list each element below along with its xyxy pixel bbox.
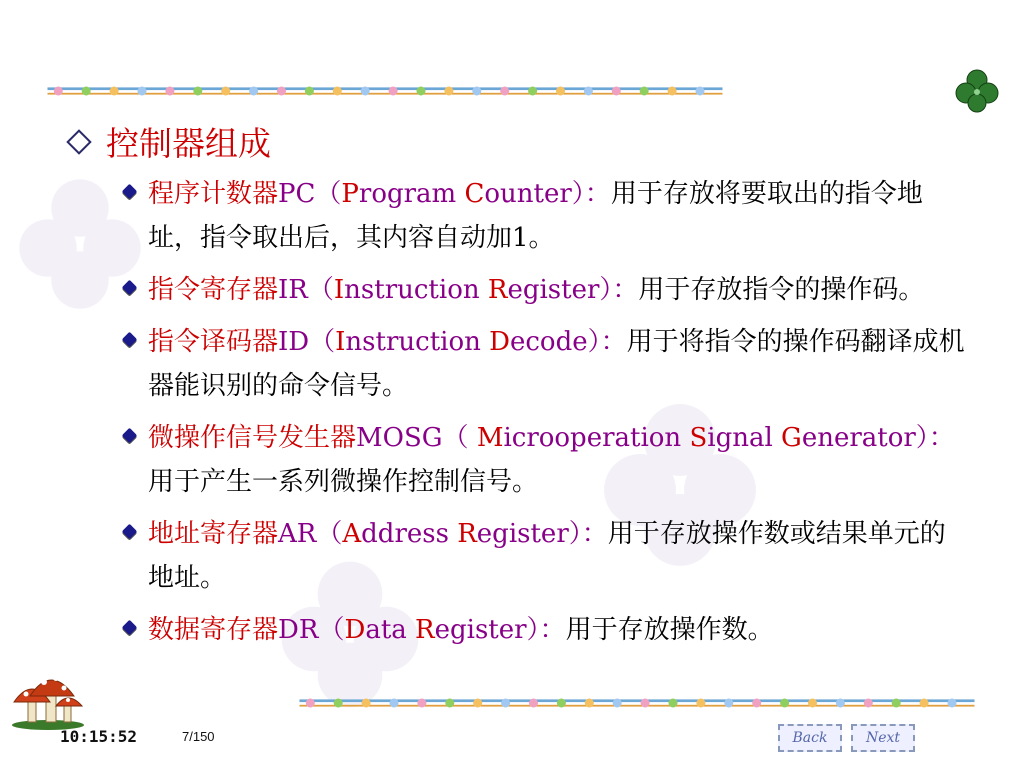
description-fragment: 用于存放将要取出的指令地址，指令取出后，其内容自动加1。 xyxy=(148,179,923,253)
border-ornament xyxy=(920,699,929,708)
description-fragment: R xyxy=(415,615,435,645)
description-fragment: enerator）： xyxy=(801,423,955,453)
border-ornament xyxy=(445,699,454,708)
border-ornament xyxy=(529,699,538,708)
register-name: 数据寄存器 xyxy=(148,615,279,645)
border-ornament xyxy=(473,699,482,708)
register-description xyxy=(148,327,965,401)
description-fragment: 用于存放操作数或结果单元的地址。 xyxy=(148,519,946,593)
description-fragment: D xyxy=(489,327,510,357)
register-item xyxy=(118,416,968,504)
description-fragment: ounter）： xyxy=(484,179,611,209)
register-list xyxy=(118,172,968,660)
border-ornament xyxy=(696,87,705,96)
border-ornament xyxy=(417,87,426,96)
border-ornament xyxy=(556,87,565,96)
register-description xyxy=(148,519,946,593)
description-fragment: 用于产生一系列微操作控制信号。 xyxy=(148,467,539,497)
register-description xyxy=(148,275,924,305)
description-fragment: icrooperation xyxy=(503,423,690,453)
border-ornament xyxy=(54,87,63,96)
register-name: 程序计数器 xyxy=(148,179,279,209)
heading-text: 控制器组成 xyxy=(106,124,271,163)
border-ornament xyxy=(864,699,873,708)
description-fragment: rogram xyxy=(358,179,465,209)
diamond-bullet-icon xyxy=(122,428,138,444)
border-ornament xyxy=(249,87,258,96)
border-ornament xyxy=(110,87,119,96)
description-fragment: egister）： xyxy=(507,275,639,305)
diamond-bullet-icon xyxy=(122,332,138,348)
description-fragment: S xyxy=(689,423,708,453)
border-ornament xyxy=(613,699,622,708)
description-fragment: 用于存放操作数。 xyxy=(565,615,774,645)
border-ornament xyxy=(390,699,399,708)
description-fragment: 用于将指令的操作码翻译成机器能识别的命令信号。 xyxy=(148,327,965,401)
border-ornament xyxy=(892,699,901,708)
description-fragment: nstruction xyxy=(344,275,488,305)
border-ornament xyxy=(501,699,510,708)
border-ornament xyxy=(277,87,286,96)
border-ornament xyxy=(640,87,649,96)
description-fragment: ignal xyxy=(707,423,782,453)
border-ornament xyxy=(82,87,91,96)
register-item xyxy=(118,320,968,408)
description-fragment: C xyxy=(464,179,485,209)
clover-icon xyxy=(952,66,1002,116)
description-fragment: R xyxy=(487,275,508,305)
description-fragment: ecode）： xyxy=(509,327,627,357)
border-ornament xyxy=(193,87,202,96)
register-name: 指令译码器 xyxy=(148,327,279,357)
description-fragment: PC（ xyxy=(278,179,342,209)
section-heading xyxy=(64,118,271,165)
register-name: 微操作信号发生器 xyxy=(148,423,357,453)
register-name: 地址寄存器 xyxy=(148,519,279,549)
mushroom-icon xyxy=(8,660,88,730)
top-border-decoration xyxy=(10,82,760,100)
border-ornament xyxy=(808,699,817,708)
border-ornament xyxy=(361,87,370,96)
border-ornament xyxy=(305,87,314,96)
diamond-bullet-icon xyxy=(122,184,138,200)
border-ornament xyxy=(836,699,845,708)
border-ornament xyxy=(641,699,650,708)
description-fragment: ID（ xyxy=(278,327,336,357)
border-ornament xyxy=(417,699,426,708)
border-ornament xyxy=(444,87,453,96)
back-button[interactable]: Back xyxy=(778,724,842,752)
description-fragment: A xyxy=(342,519,362,549)
border-ornament xyxy=(138,87,147,96)
description-fragment: I xyxy=(333,275,345,305)
diamond-bullet-icon xyxy=(122,524,138,540)
description-fragment: M xyxy=(476,423,504,453)
next-button[interactable]: Next xyxy=(851,724,915,752)
description-fragment: G xyxy=(781,423,802,453)
border-ornament xyxy=(780,699,789,708)
register-item xyxy=(118,512,968,600)
description-fragment: I xyxy=(335,327,346,357)
description-fragment: IR（ xyxy=(278,275,334,305)
border-ornament xyxy=(389,87,398,96)
description-fragment: nstruction xyxy=(345,327,490,357)
register-description xyxy=(148,179,923,253)
border-ornament xyxy=(306,699,315,708)
border-ornament xyxy=(752,699,761,708)
register-description xyxy=(148,423,955,497)
border-ornament xyxy=(165,87,174,96)
diamond-bullet-icon xyxy=(122,280,138,296)
description-fragment: D xyxy=(344,615,366,645)
description-fragment: ddress xyxy=(361,519,458,549)
border-ornament xyxy=(334,699,343,708)
description-fragment: MOSG（ xyxy=(356,423,477,453)
description-fragment: P xyxy=(341,179,359,209)
description-fragment: 用于存放指令的操作码。 xyxy=(638,275,925,305)
bottom-border-decoration xyxy=(262,694,1012,712)
border-ornament xyxy=(333,87,342,96)
border-ornament xyxy=(500,87,509,96)
register-item xyxy=(118,268,968,312)
clock-time: 10:15:52 xyxy=(60,727,138,746)
border-ornament xyxy=(362,699,371,708)
register-item xyxy=(118,172,968,260)
border-ornament xyxy=(528,87,537,96)
page-counter: 7/150 xyxy=(182,729,215,744)
hollow-diamond-icon xyxy=(66,129,91,154)
description-fragment: DR（ xyxy=(278,615,345,645)
description-fragment: R xyxy=(457,519,477,549)
border-ornament xyxy=(472,87,481,96)
description-fragment: egister）： xyxy=(434,615,566,645)
description-fragment: AR（ xyxy=(278,519,343,549)
border-ornament xyxy=(696,699,705,708)
border-ornament xyxy=(557,699,566,708)
diamond-bullet-icon xyxy=(122,620,138,636)
border-ornament xyxy=(669,699,678,708)
border-ornament xyxy=(612,87,621,96)
register-name: 指令寄存器 xyxy=(148,275,279,305)
border-ornament xyxy=(948,699,957,708)
border-ornament xyxy=(584,87,593,96)
border-ornament xyxy=(221,87,230,96)
register-description xyxy=(148,615,774,645)
border-ornament xyxy=(585,699,594,708)
border-ornament xyxy=(668,87,677,96)
border-ornament xyxy=(724,699,733,708)
description-fragment: egister）： xyxy=(476,519,608,549)
description-fragment: ata xyxy=(365,615,416,645)
register-item xyxy=(118,608,968,652)
